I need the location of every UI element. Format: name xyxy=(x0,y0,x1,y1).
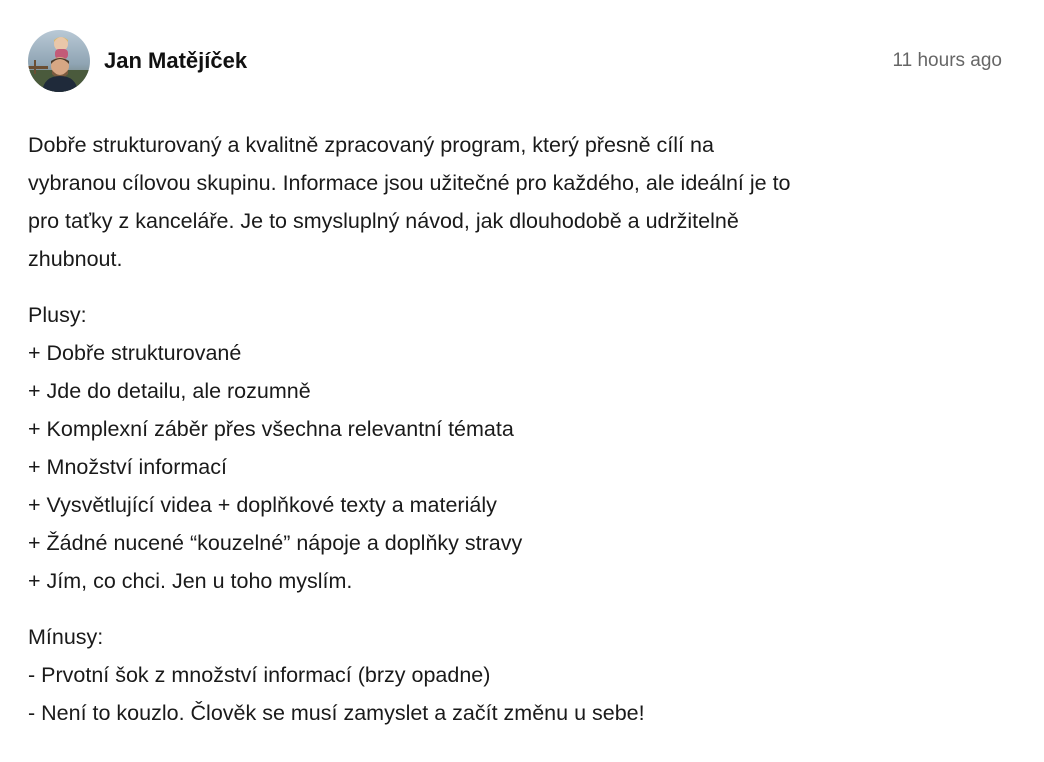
pros-item: + Vysvětlující videa + doplňkové texty a materiály xyxy=(28,493,497,517)
pros-item: + Žádné nucené “kouzelné” nápoje a doplňky stravy xyxy=(28,531,523,555)
cons-item: - Není to kouzlo. Člověk se musí zamyslet a začít změnu u sebe! xyxy=(28,701,645,725)
avatar-photo xyxy=(28,30,90,92)
cons-title: Mínusy: xyxy=(28,625,104,649)
pros-item: + Jde do detailu, ale rozumně xyxy=(28,379,311,403)
review-timestamp: 11 hours ago xyxy=(892,50,1002,71)
review-card xyxy=(28,30,1004,732)
pros-item: + Množství informací xyxy=(28,455,227,479)
review-body xyxy=(28,126,1004,732)
pros-item: + Dobře strukturované xyxy=(28,341,242,365)
cons-section xyxy=(28,618,1004,732)
pros-section xyxy=(28,296,1004,600)
avatar[interactable] xyxy=(28,30,90,92)
paragraph-line: zhubnout. xyxy=(28,247,123,271)
cons-item: - Prvotní šok z množství informací (brzy opadne) xyxy=(28,663,491,687)
author-name[interactable]: Jan Matějíček xyxy=(104,48,248,73)
pros-title: Plusy: xyxy=(28,303,87,327)
paragraph-line: vybranou cílovou skupinu. Informace jsou užitečné pro každého, ale ideální je to xyxy=(28,171,791,195)
pros-item: + Jím, co chci. Jen u toho myslím. xyxy=(28,569,353,593)
paragraph-line: Dobře strukturovaný a kvalitně zpracovaný program, který přesně cílí na xyxy=(28,133,714,157)
paragraph-line: pro taťky z kanceláře. Je to smysluplný návod, jak dlouhodobě a udržitelně xyxy=(28,209,739,233)
review-header xyxy=(28,30,1004,92)
review-paragraph xyxy=(28,126,1004,278)
pros-item: + Komplexní záběr přes všechna relevantní témata xyxy=(28,417,514,441)
